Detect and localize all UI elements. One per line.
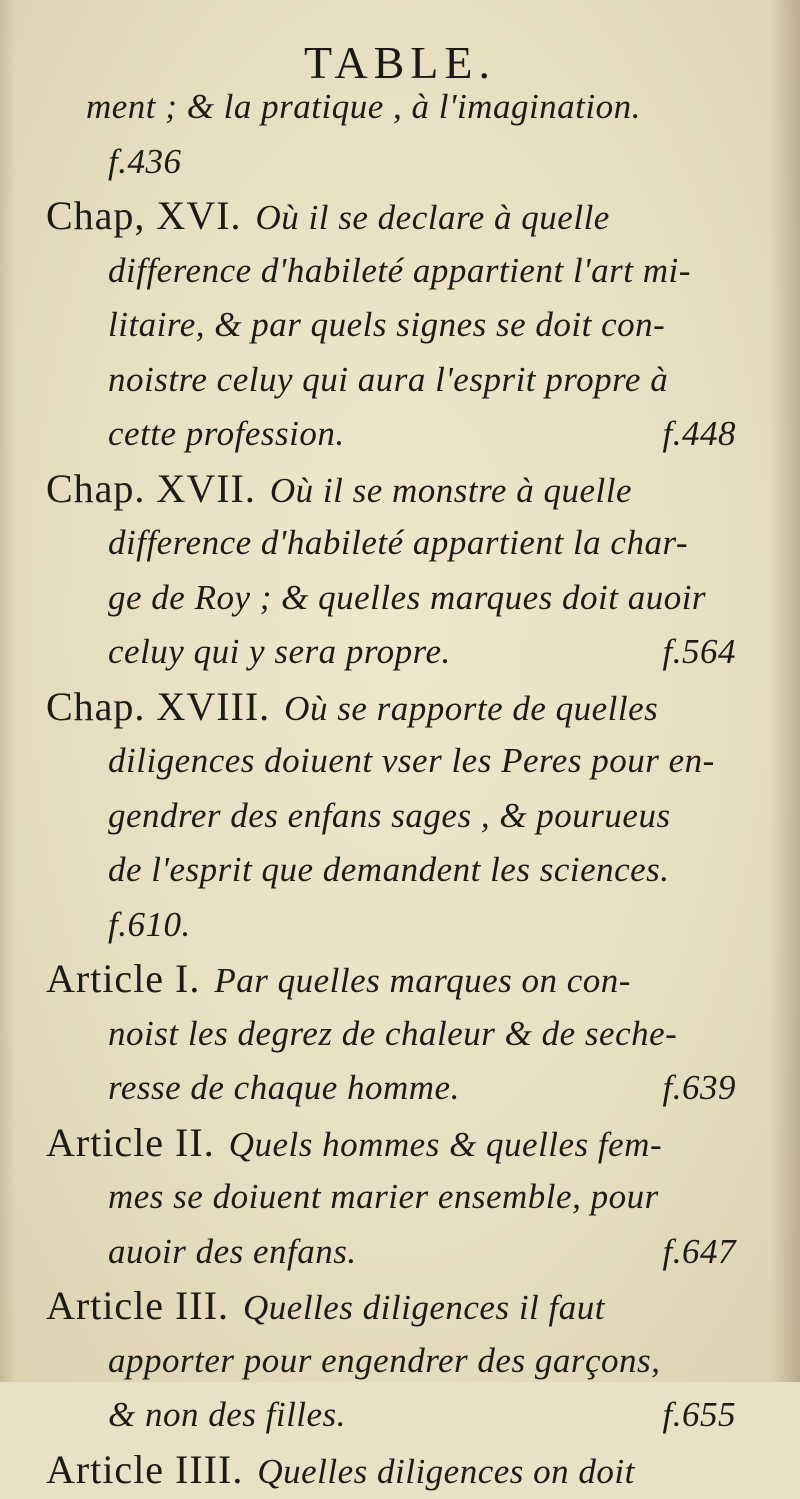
entry-text: f.610.: [108, 904, 191, 944]
toc-line: [46, 407, 746, 462]
toc-line: [46, 1061, 746, 1116]
toc-line: [46, 244, 746, 299]
entry-label: Article II.: [46, 1119, 215, 1165]
toc-line: [46, 843, 746, 898]
toc-line: [46, 625, 746, 680]
entry-label: Article III.: [46, 1283, 230, 1328]
folio-number: f.448: [662, 414, 736, 453]
toc-line: [46, 734, 746, 789]
toc-entry: [46, 462, 746, 680]
toc-line: [46, 135, 746, 190]
entry-label: Article IIII.: [46, 1446, 244, 1492]
entry-text: Où se rapporte de quelles: [284, 688, 659, 728]
toc-line: [46, 1279, 746, 1334]
toc-line: [46, 789, 746, 844]
entry-text: noistre celuy qui aura l'esprit propre à: [108, 359, 669, 399]
entry-text: cette profession.: [108, 414, 345, 453]
toc-entry: [46, 1279, 746, 1443]
toc-line: [46, 1116, 746, 1171]
entry-text: ment ; & la pratique , à l'imagination.: [86, 87, 641, 126]
entry-text: noist les degrez de chaleur & de seche-: [108, 1013, 678, 1053]
entry-text: Par quelles marques on con-: [214, 961, 631, 1000]
folio-number: f.564: [662, 632, 736, 671]
toc-line: [46, 189, 746, 244]
toc-entry: [46, 952, 746, 1116]
table-of-contents: [46, 80, 746, 1497]
entry-text: ge de Roy ; & quelles marques doit auoir: [108, 577, 707, 617]
spine-shadow: [770, 0, 800, 1382]
entry-label: Chap. XVII.: [46, 465, 256, 511]
entry-text: de l'esprit que demandent les sciences.: [108, 850, 670, 889]
toc-line: [46, 571, 746, 626]
entry-text: f.436: [108, 141, 182, 181]
toc-line: [46, 1443, 746, 1498]
toc-entry: [46, 1116, 746, 1280]
toc-line: [46, 298, 746, 353]
entry-label: Chap, XVI.: [46, 193, 242, 238]
entry-label: Article I.: [46, 956, 201, 1001]
entry-text: Où il se declare à quelle: [255, 198, 610, 237]
toc-line: [46, 1170, 746, 1225]
toc-line: [46, 952, 746, 1007]
entry-text: auoir des enfans.: [108, 1231, 357, 1271]
folio-number: f.655: [662, 1395, 736, 1434]
entry-text: Quelles diligences il faut: [243, 1288, 605, 1327]
running-head: TABLE.: [303, 37, 496, 88]
toc-line: [46, 1388, 746, 1443]
entry-text: diligences doiuent vser les Peres pour en-: [108, 741, 715, 780]
toc-line: [46, 898, 746, 953]
toc-line: [46, 516, 746, 571]
entry-text: gendrer des enfans sages , & pourueus: [108, 795, 671, 835]
toc-line: [46, 80, 746, 135]
page-edge-shadow: [0, 0, 16, 1382]
folio-number: f.647: [662, 1231, 736, 1271]
entry-text: celuy qui y sera propre.: [108, 632, 451, 671]
toc-entry: [46, 1443, 746, 1498]
toc-entry: [46, 80, 746, 189]
toc-line: [46, 1007, 746, 1062]
folio-number: f.639: [662, 1068, 736, 1107]
entry-text: apporter pour engendrer des garçons,: [108, 1340, 661, 1380]
entry-text: Quelles diligences on doit: [257, 1451, 635, 1491]
entry-text: & non des filles.: [108, 1395, 346, 1434]
entry-text: Où il se monstre à quelle: [269, 470, 632, 510]
toc-entry: [46, 680, 746, 953]
toc-line: [46, 680, 746, 735]
toc-line: [46, 1334, 746, 1389]
toc-line: [46, 462, 746, 517]
entry-text: resse de chaque homme.: [108, 1068, 460, 1107]
entry-text: Quels hommes & quelles fem-: [228, 1124, 663, 1164]
toc-line: [46, 353, 746, 408]
entry-text: difference d'habileté appartient la char-: [108, 523, 689, 562]
entry-label: Chap. XVIII.: [46, 683, 271, 729]
toc-entry: [46, 189, 746, 462]
entry-text: mes se doiuent marier ensemble, pour: [108, 1177, 659, 1216]
entry-text: litaire, & par quels signes se doit con-: [108, 305, 666, 344]
entry-text: difference d'habileté appartient l'art mi-: [108, 250, 691, 290]
toc-line: [46, 1225, 746, 1280]
